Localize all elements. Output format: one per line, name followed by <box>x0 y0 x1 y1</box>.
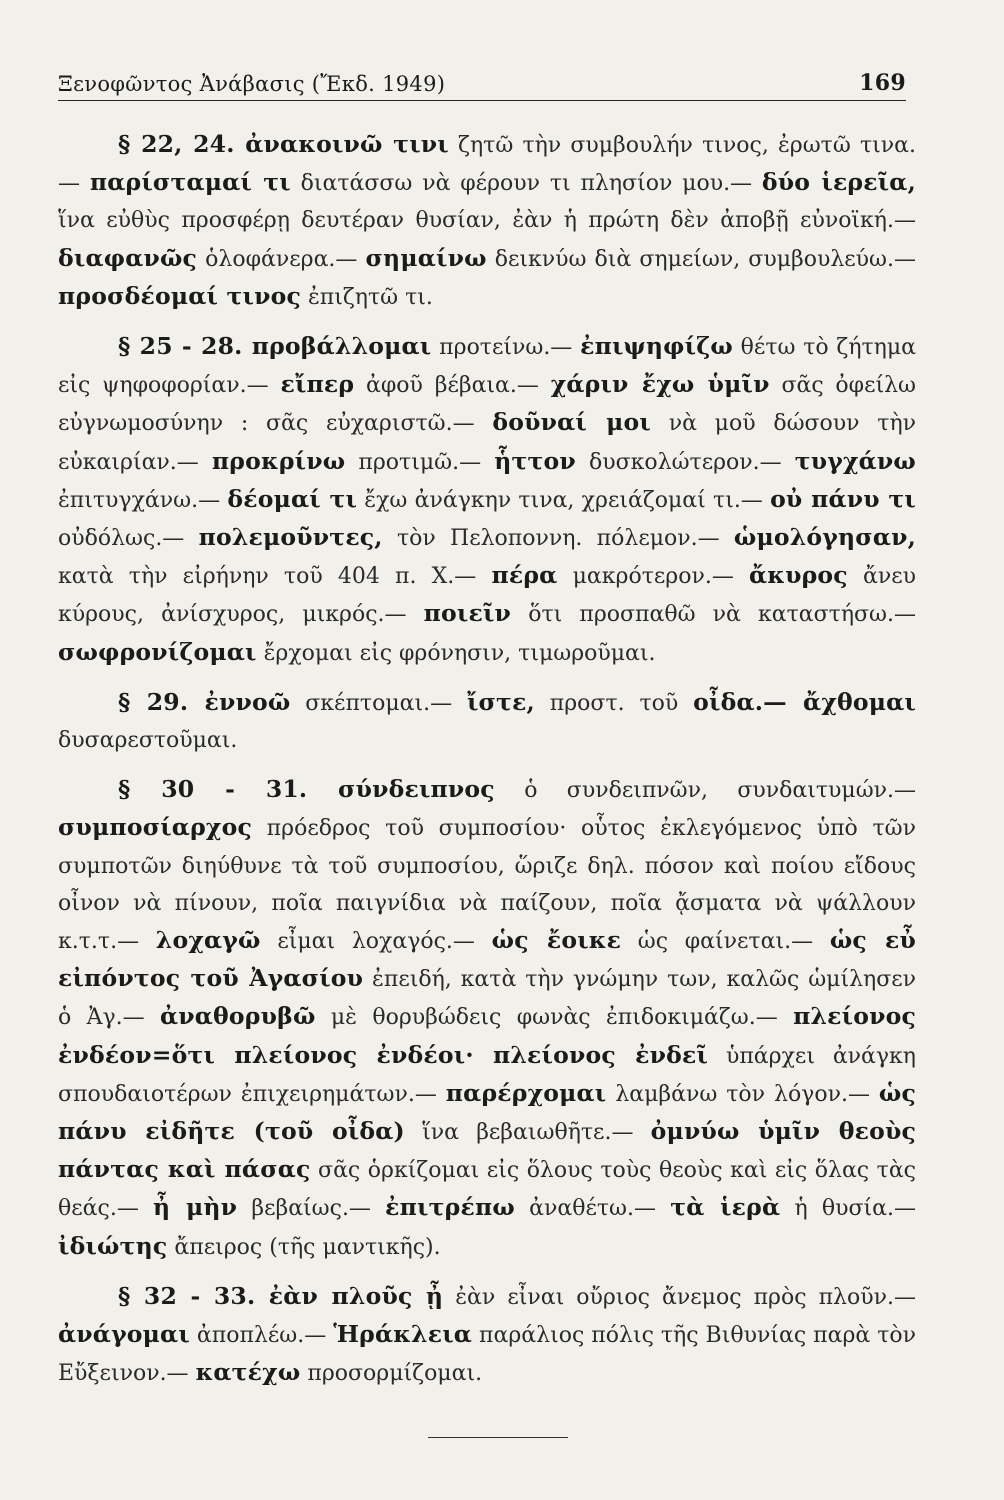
glossary-definition: ὁ συνδειπνῶν, συνδαιτυμών.— <box>494 778 916 804</box>
glossary-term: δέομαί τι <box>227 484 358 513</box>
glossary-definition: ἄνευ κύρους, ἀνίσχυρος, μικρός.— <box>58 564 916 628</box>
glossary-term: ἐπιτρέπω <box>385 1193 515 1222</box>
glossary-term: προκρίνω <box>211 446 346 475</box>
glossary-term: εἴπερ <box>280 370 355 399</box>
glossary-definition: διατάσσω νὰ φέρουν τι πλησίον μου.— <box>290 171 762 197</box>
glossary-definition: ἔχω ἀνάγκην τινα, χρειάζομαί τι.— <box>357 487 771 513</box>
glossary-definition: νὰ μοῦ δώσουν τὴν εὐκαιρίαν.— <box>58 411 917 475</box>
glossary-definition: οὐδόλως.— <box>58 526 199 552</box>
glossary-term: § 32 - 33. ἐὰν πλοῦς ᾖ <box>118 1281 444 1310</box>
glossary-definition: τὸν Πελοποννη. πόλεμον.— <box>382 526 734 552</box>
glossary-term: παρέρχομαι <box>445 1078 607 1107</box>
glossary-term: συμποσίαρχος <box>58 813 252 842</box>
glossary-term: § 22, 24. ἀνακοινῶ τινι <box>118 130 449 158</box>
glossary-definition: προστ. τοῦ <box>534 690 694 716</box>
glossary-definition: ἀναθέτω.— <box>514 1196 671 1222</box>
glossary-definition: θέτω τὸ ζήτημα εἰς ψηφοφορίαν.— <box>58 335 917 399</box>
glossary-term: τὰ ἱερὰ <box>670 1193 781 1222</box>
glossary-definition: ἐπειδή, κατὰ τὴν γνώμην των, καλῶς ὡμίλησεν ὁ Ἀγ.— <box>58 967 916 1031</box>
glossary-term: ἧττον <box>494 446 576 475</box>
glossary-term: ἦ μὴν <box>153 1193 238 1222</box>
glossary-term: σημαίνω <box>365 243 487 272</box>
page-number: 169 <box>859 70 906 96</box>
glossary-term: πλείονος ἐνδέον=ὅτι πλείονος ἐνδέοι· πλείονος ἐνδεῖ <box>58 1002 917 1069</box>
glossary-term: § 25 - 28. προβάλλομαι <box>118 332 432 361</box>
glossary-term: ποιεῖν <box>423 599 512 628</box>
glossary-definition: ἀποπλέω.— <box>189 1323 334 1349</box>
glossary-definition: λαμβάνω τὸν λόγον.— <box>606 1081 879 1107</box>
section-end-rule <box>428 1437 568 1438</box>
glossary-definition: ἔρχομαι εἰς φρόνησιν, τιμωροῦμαι. <box>256 640 656 666</box>
glossary-definition: ἐὰν εἶναι οὔριος ἄνεμος πρὸς πλοῦν.— <box>443 1284 916 1310</box>
glossary-term: ἐπιψηφίζω <box>580 332 733 361</box>
glossary-term: ὡς πάνυ εἰδῆτε (τοῦ οἶδα) <box>58 1078 916 1146</box>
glossary-term: οἶδα.— ἄχθομαι <box>693 687 916 716</box>
glossary-definition: εἶμαι λοχαγός.— <box>260 929 492 955</box>
glossary-term: κατέχω <box>195 1358 301 1387</box>
running-header <box>58 64 906 101</box>
glossary-definition: ἡ θυσία.— <box>780 1196 917 1222</box>
glossary-term: τυγχάνω <box>794 446 917 475</box>
glossary-definition: δυσαρεστοῦμαι. <box>58 728 238 754</box>
glossary-definition: ἄπειρος (τῆς μαντικῆς). <box>167 1234 441 1260</box>
glossary-term: ἀνάγομαι <box>58 1320 190 1349</box>
glossary-definition: μακρότερον.— <box>557 564 749 590</box>
glossary-definition: σκέπτομαι.— <box>290 690 467 716</box>
glossary-definition: ἐπιζητῶ τι. <box>300 284 433 310</box>
glossary-term: ἀναθορυβῶ <box>159 1002 316 1031</box>
glossary-definition: ἀφοῦ βέβαια.— <box>354 373 551 399</box>
glossary-term: ὡς ἔοικε <box>491 926 622 955</box>
running-title: Ξενοφῶντος Ἀνάβασις (Ἔκδ. 1949) <box>58 72 446 96</box>
glossary-definition: μὲ θορυβώδεις φωνὰς ἐπιδοκιμάζω.— <box>315 1005 794 1031</box>
glossary-definition: ἐπιτυγχάνω.— <box>58 487 228 513</box>
glossary-term: ἰδιώτης <box>58 1231 168 1260</box>
glossary-body <box>58 126 916 1393</box>
glossary-term: Ἡράκλεια <box>333 1320 473 1349</box>
glossary-paragraph <box>58 1278 916 1393</box>
glossary-term: ἄκυρος <box>749 561 848 590</box>
glossary-definition: δεικνύω διὰ σημείων, συμβουλεύω.— <box>486 246 916 272</box>
glossary-term: οὐ πάνυ τι <box>770 484 916 513</box>
glossary-definition: ὑπάρχει ἀνάγκη σπουδαιοτέρων ἐπιχειρημάτων.— <box>58 1043 916 1107</box>
glossary-definition: ἵνα εὐθὺς προσφέρῃ δευτέραν θυσίαν, ἐὰν ἡ πρώτη δὲν ἀποβῇ εὐνοϊκή.— <box>58 208 916 234</box>
glossary-definition: προτιμῶ.— <box>345 449 495 475</box>
glossary-term: ὡμολόγησαν, <box>733 523 916 552</box>
glossary-term: χάριν ἔχω ὑμῖν <box>550 370 770 399</box>
glossary-term: ὡς εὖ εἰπόντος τοῦ Ἀγασίου <box>58 926 916 993</box>
glossary-definition: πρόεδρος τοῦ συμποσίου· οὗτος ἐκλεγόμενος ὑπὸ τῶν συμποτῶν διηύθυνε τὰ τοῦ συμποσίου, ὥριζε δηλ. πόσον καὶ ποίου εἴδους οἶνον νὰ πίνουν, ποῖα παιγνίδια νὰ παίζουν, ποῖα ᾄσματα νὰ ψάλλουν κ.τ.τ.— <box>58 816 916 955</box>
glossary-definition: ὡς φαίνεται.— <box>621 929 830 955</box>
glossary-paragraph <box>58 126 916 316</box>
glossary-term: ἴστε, <box>466 687 535 716</box>
glossary-term: σωφρονίζομαι <box>58 637 257 666</box>
glossary-term: ὀμνύω ὑμῖν θεοὺς πάντας καὶ πάσας <box>58 1117 916 1184</box>
glossary-term: προσδέομαί τινος <box>58 281 301 310</box>
glossary-definition: σᾶς ὁρκίζομαι εἰς ὅλους τοὺς θεοὺς καὶ εἰς ὅλας τὰς θεάς.— <box>58 1158 916 1222</box>
glossary-definition: παράλιος πόλις τῆς Βιθυνίας παρὰ τὸν Εὔξεινον.— <box>58 1323 917 1387</box>
glossary-definition: ὅτι προσπαθῶ νὰ καταστήσω.— <box>511 602 916 628</box>
glossary-definition: δυσκολώτερον.— <box>575 449 795 475</box>
glossary-term: πολεμοῦντες, <box>198 523 383 552</box>
glossary-term: πέρα <box>491 561 558 590</box>
glossary-definition: ζητῶ τὴν συμβουλήν τινος, ἐρωτῶ τινα.— <box>58 133 917 197</box>
glossary-definition: ἵνα βεβαιωθῆτε.— <box>404 1120 651 1146</box>
glossary-term: § 29. ἐννοῶ <box>118 687 291 716</box>
glossary-definition: σᾶς ὀφείλω εὐγνωμοσύνην : σᾶς εὐχαριστῶ.— <box>58 373 916 437</box>
glossary-definition: βεβαίως.— <box>237 1196 386 1222</box>
glossary-term: παρίσταμαί τι <box>89 168 291 197</box>
glossary-definition: ὁλοφάνερα.— <box>197 246 366 272</box>
glossary-paragraph <box>58 771 916 1266</box>
glossary-paragraph <box>58 328 916 672</box>
glossary-term: διαφανῶς <box>58 243 198 272</box>
glossary-term: § 30 - 31. σύνδειπνος <box>118 775 495 804</box>
glossary-definition: κατὰ τὴν εἰρήνην τοῦ 404 π. Χ.— <box>58 564 492 590</box>
glossary-definition: προσορμίζομαι. <box>300 1361 483 1387</box>
glossary-term: δοῦναί μοι <box>492 408 651 437</box>
glossary-paragraph <box>58 684 916 759</box>
glossary-term: λοχαγῶ <box>155 926 261 955</box>
glossary-definition: προτείνω.— <box>431 335 581 361</box>
glossary-term: δύο ἱερεῖα, <box>761 168 916 197</box>
